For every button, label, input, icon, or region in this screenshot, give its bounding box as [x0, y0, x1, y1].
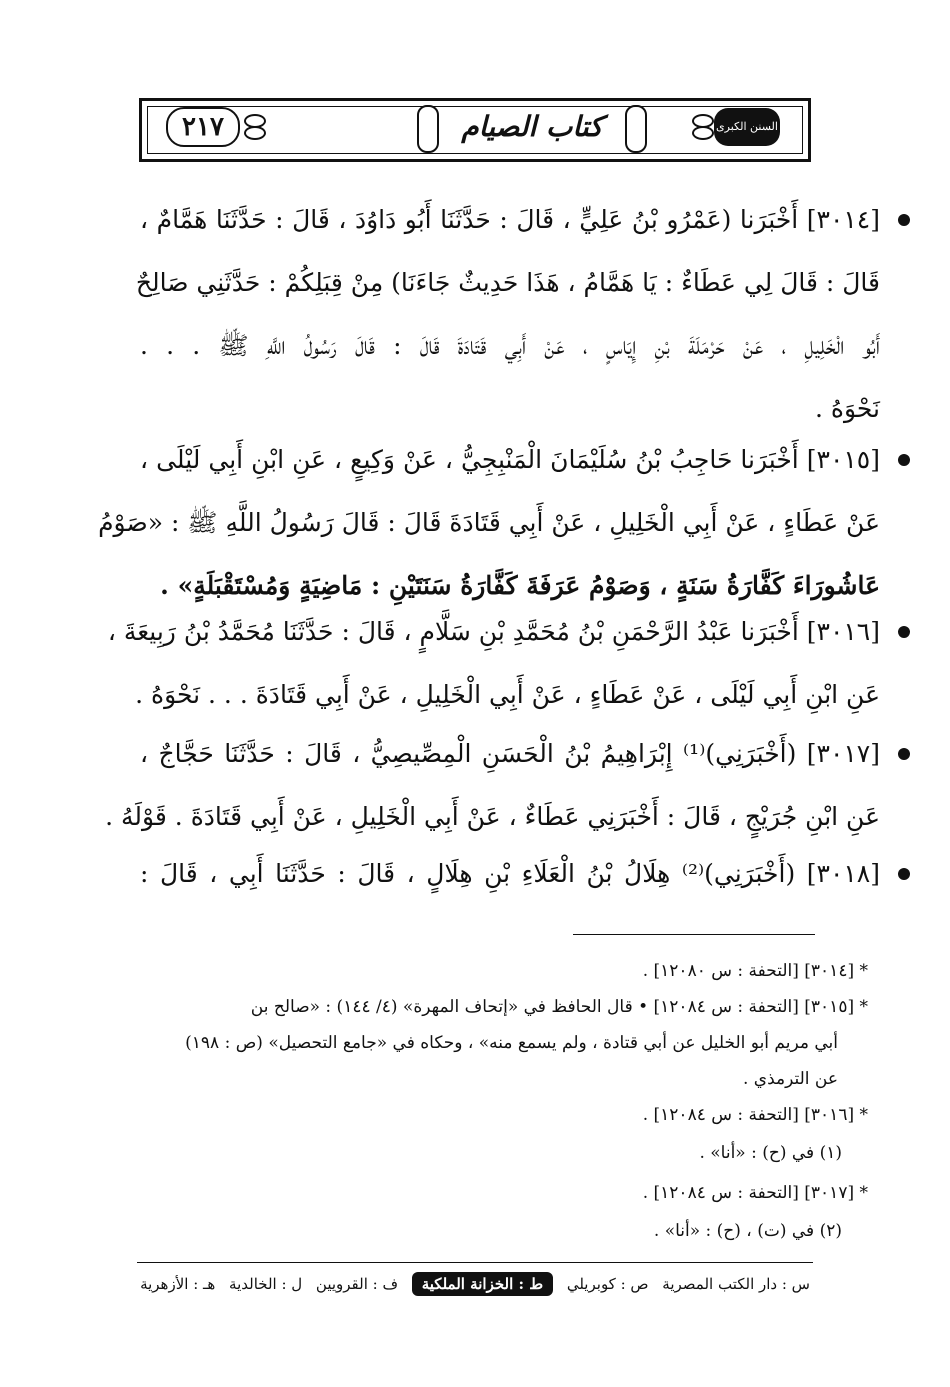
footnote-3017: * [٣٠١٧] [التحفة : س ١٢٠٨٤] .	[642, 1183, 868, 1203]
bullet-icon	[898, 626, 910, 638]
text-line: أَبُو الْخَلِيلِ ، عَنْ حَرْمَلَةَ بْنِ إِيَاسٍ ، عَنْ أَبِي قَتَادَةَ قَالَ : قَالَ رَسُولُ اللَّهِ ﷺ . . .	[140, 331, 880, 360]
text-line: عَاشُورَاءَ كَفَّارَةُ سَنَةٍ ، وَصَوْمُ عَرَفَةَ كَفَّارَةُ سَنَتَيْنِ : مَاضِيَةٍ وَمُسْتَقْبَلَةٍ» .	[160, 571, 880, 600]
scroll-left-icon	[417, 105, 439, 153]
footnote-3015-cont: أبي مريم أبو الخليل عن أبي قتادة ، ولم يسمع منه» ، وحكاه في «جامع التحصيل» (ص : ١٩٨)	[185, 1033, 838, 1053]
text-line: قَالَ : قَالَ لِي عَطَاءٌ : يَا هَمَّامُ ، هَذَا حَدِيثٌ جَاءَنَا) مِنْ قِبَلِكُمْ : حَدَّثَنِي صَالِحٌ	[135, 268, 880, 297]
scroll-right-icon	[625, 105, 647, 153]
footnote-3016: * [٣٠١٦] [التحفة : س ١٢٠٨٤] .	[642, 1105, 868, 1125]
legend-item-highlighted: ط : الخزانة الملكية	[412, 1272, 553, 1296]
legend-item: هـ : الأزهرية	[140, 1275, 216, 1293]
flourish-icon	[688, 112, 714, 142]
text-line: [٣٠١٧] (أَخْبَرَنِي)⁽¹⁾ إِبْرَاهِيمُ بْنُ الْحَسَنِ الْمِصِّيصِيُّ ، قَالَ : حَدَّثَنَا حَجَّاجٌ ،	[140, 739, 880, 768]
text-line: [٣٠١٤] أَخْبَرَنا (عَمْرُو بْنُ عَلِيٍّ ، قَالَ : حَدَّثَنَا أَبُو دَاوُدَ ، قَالَ : حَدَّثَنَا هَمَّامٌ ،	[140, 205, 880, 234]
legend-item: ل : الخالدية	[229, 1275, 303, 1293]
footnote-3015-cont: عن الترمذي .	[742, 1069, 838, 1089]
text-line: عَنِ ابْنِ أَبِي لَيْلَى ، عَنْ عَطَاءٍ ، عَنْ أَبِي الْخَلِيلِ ، عَنْ أَبِي قَتَادَةَ . . . نَحْوَهُ .	[135, 680, 880, 709]
page-header	[139, 98, 811, 162]
hadith-entry-3018	[140, 842, 880, 905]
publisher-seal-logo: السنن الكبرى	[714, 108, 780, 146]
hadith-entry-3015	[98, 428, 880, 617]
footnote-3014: * [٣٠١٤] [التحفة : س ١٢٠٨٠] .	[642, 961, 868, 981]
book-title: كتاب الصيام	[461, 110, 603, 143]
header-right-ornament	[668, 107, 800, 147]
bullet-icon	[898, 214, 910, 226]
text-line: [٣٠١٦] أَخْبَرَنا عَبْدُ الرَّحْمَنِ بْنُ مُحَمَّدِ بْنِ سَلَّامٍ ، قَالَ : حَدَّثَنَا مُحَمَّدُ بْنُ رَبِيعَةَ ،	[107, 617, 880, 646]
footnote-1: (١) في (ح) : «أنا» .	[699, 1143, 842, 1163]
footnote-separator	[573, 934, 815, 935]
manuscript-legend	[140, 1268, 810, 1300]
bullet-icon	[898, 454, 910, 466]
hadith-entry-3014	[135, 188, 880, 440]
text-line: [٣٠١٥] أَخْبَرَنا حَاجِبُ بْنُ سُلَيْمَانَ الْمَنْبِجِيُّ ، عَنْ وَكِيعٍ ، عَنِ ابْنِ أَبِي لَيْلَى ،	[140, 445, 880, 474]
hadith-entry-3016	[107, 600, 880, 726]
header-left-ornament	[150, 107, 282, 147]
legend-item: س : دار الكتب المصرية	[662, 1275, 810, 1293]
text-line: نَحْوَهُ .	[814, 394, 880, 423]
footer-rule	[137, 1262, 813, 1263]
legend-item: ف : القرويين	[315, 1275, 399, 1293]
flourish-icon	[240, 112, 266, 142]
footnote-3015: * [٣٠١٥] [التحفة : س ١٢٠٨٤] • قال الحافظ في «إتحاف المهرة» (٤/ ١٤٤) : «صالح بن	[250, 997, 868, 1017]
hadith-entry-3017	[105, 722, 880, 848]
bullet-icon	[898, 868, 910, 880]
text-line: [٣٠١٨] (أَخْبَرَنِي)⁽²⁾ هِلَالُ بْنُ الْعَلَاءِ بْنِ هِلَالٍ ، قَالَ : حَدَّثَنَا أَبِي ، قَالَ :	[140, 859, 880, 888]
page-number: ٢١٧	[166, 107, 240, 147]
bullet-icon	[898, 748, 910, 760]
text-line: عَنِ ابْنِ جُرَيْجٍ ، قَالَ : أَخْبَرَنِي عَطَاءٌ ، عَنْ أَبِي الْخَلِيلِ ، عَنْ أَبِي قَتَادَةَ . قَوْلَهُ .	[105, 802, 880, 831]
footnote-2: (٢) في (ت) ، (ح) : «أنا» .	[653, 1221, 842, 1241]
text-line: عَنْ عَطَاءٍ ، عَنْ أَبِي الْخَلِيلِ ، عَنْ أَبِي قَتَادَةَ قَالَ : قَالَ رَسُولُ اللَّهِ ﷺ : «صَوْمُ	[98, 508, 880, 537]
legend-item: ص : كوبريلي	[566, 1275, 649, 1293]
